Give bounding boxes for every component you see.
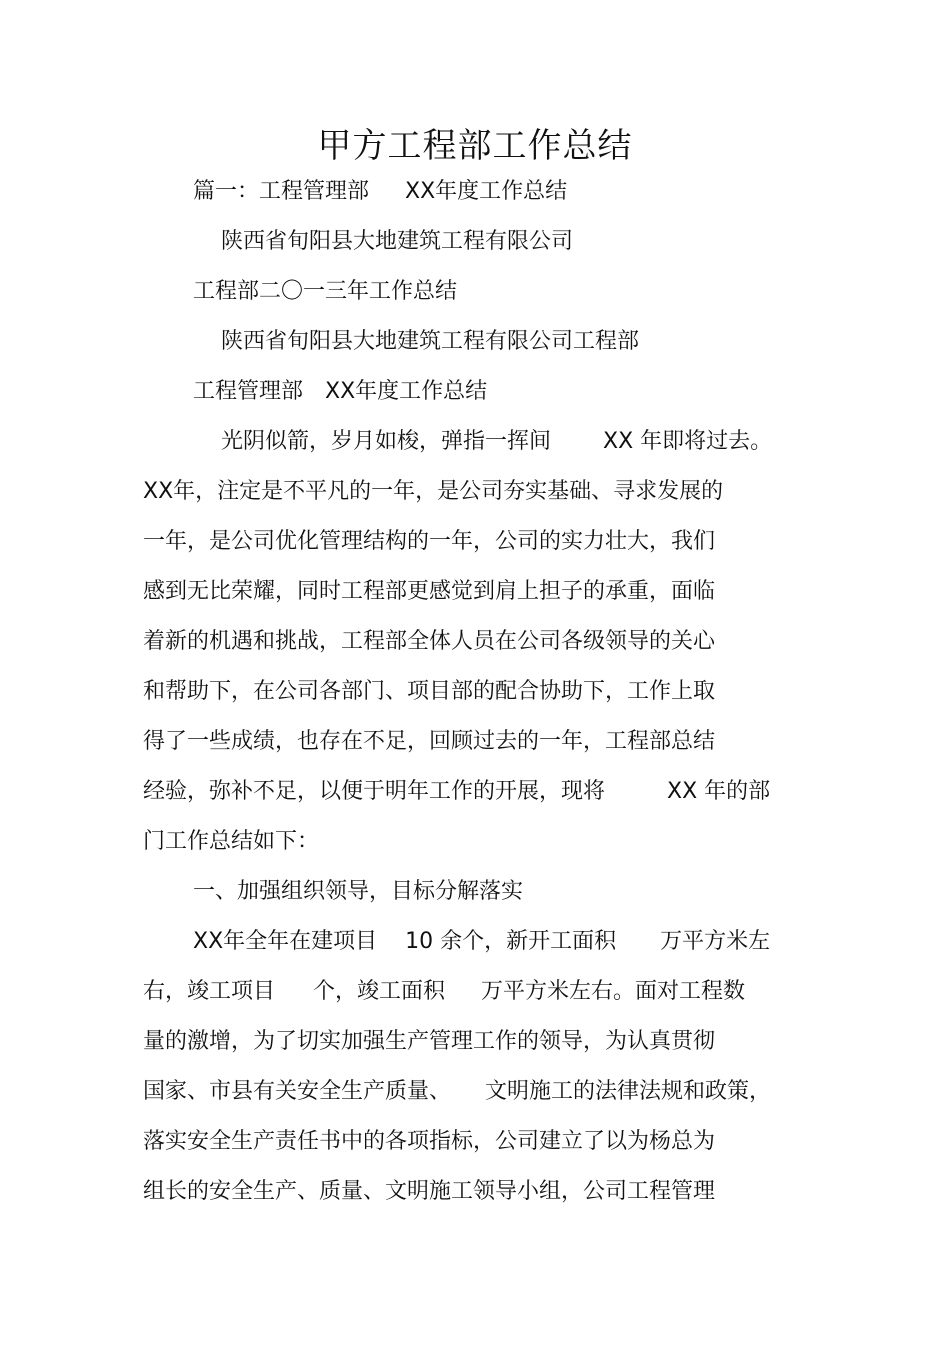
- text-segment: 篇一：工程管理部: [193, 179, 370, 204]
- text-line: [143, 727, 715, 757]
- text-segment: 国家、市县有关安全生产质量、: [143, 1079, 452, 1104]
- text-segment: 一、加强组织领导，目标分解落实: [193, 879, 524, 904]
- text-segment: 个，竣工面积: [313, 979, 446, 1004]
- text-line: [143, 977, 745, 1007]
- text-segment: XX年，注定是不平凡的一年，是公司夯实基础、寻求发展的: [143, 479, 724, 504]
- text-segment: XX 年即将过去。: [603, 429, 773, 454]
- text-segment: 陕西省旬阳县大地建筑工程有限公司: [221, 229, 574, 254]
- document-title: 甲方工程部工作总结: [317, 126, 633, 166]
- text-line: [143, 527, 715, 557]
- text-line: [143, 827, 319, 857]
- text-line: [143, 577, 715, 607]
- text-line: [143, 477, 723, 507]
- text-segment: XX年全年在建项目: [193, 929, 378, 954]
- section-heading: [193, 877, 523, 907]
- text-segment: 一年，是公司优化管理结构的一年，公司的实力壮大，我们: [143, 529, 716, 554]
- text-segment: 感到无比荣耀，同时工程部更感觉到肩上担子的承重，面临: [143, 579, 716, 604]
- text-segment: 量的激增，为了切实加强生产管理工作的领导，为认真贯彻: [143, 1029, 716, 1054]
- text-segment: 右，竣工项目: [143, 979, 276, 1004]
- text-segment: 光阴似箭，岁月如梭，弹指一挥间: [221, 429, 552, 454]
- text-segment: 和帮助下，在公司各部门、项目部的配合协助下，工作上取: [143, 679, 716, 704]
- text-line: [221, 427, 772, 457]
- text-segment: XX年度工作总结: [405, 179, 568, 204]
- text-line: [143, 627, 715, 657]
- text-segment: 落实安全生产责任书中的各项指标，公司建立了以为杨总为: [143, 1129, 716, 1154]
- text-segment: 万平方米左: [660, 929, 771, 954]
- text-segment: 经验，弥补不足，以便于明年工作的开展，现将: [143, 779, 606, 804]
- text-segment: 门工作总结如下：: [143, 829, 320, 854]
- text-segment: 组长的安全生产、质量、文明施工领导小组，公司工程管理: [143, 1179, 716, 1204]
- text-line: [193, 177, 567, 207]
- text-line: [143, 1077, 771, 1107]
- text-line: [193, 377, 487, 407]
- text-line: [193, 277, 457, 307]
- text-line: [221, 227, 573, 257]
- text-segment: 文明施工的法律法规和政策，: [485, 1079, 772, 1104]
- text-line: [143, 1027, 715, 1057]
- text-line: [143, 677, 715, 707]
- text-segment: 工程管理部: [193, 379, 304, 404]
- text-line: [193, 927, 770, 957]
- text-segment: 万平方米左右。面对工程数: [481, 979, 746, 1004]
- text-line: [221, 327, 639, 357]
- text-segment: 得了一些成绩，也存在不足，回顾过去的一年，工程部总结: [143, 729, 716, 754]
- text-line: [143, 1177, 715, 1207]
- text-segment: 着新的机遇和挑战，工程部全体人员在公司各级领导的关心: [143, 629, 716, 654]
- text-line: [143, 777, 770, 807]
- text-segment: XX年度工作总结: [325, 379, 488, 404]
- text-segment: XX 年的部: [667, 779, 771, 804]
- text-segment: 10 余个，新开工面积: [405, 929, 617, 954]
- text-line: [143, 1127, 715, 1157]
- text-segment: 工程部二〇一三年工作总结: [193, 279, 458, 304]
- text-segment: 陕西省旬阳县大地建筑工程有限公司工程部: [221, 329, 640, 354]
